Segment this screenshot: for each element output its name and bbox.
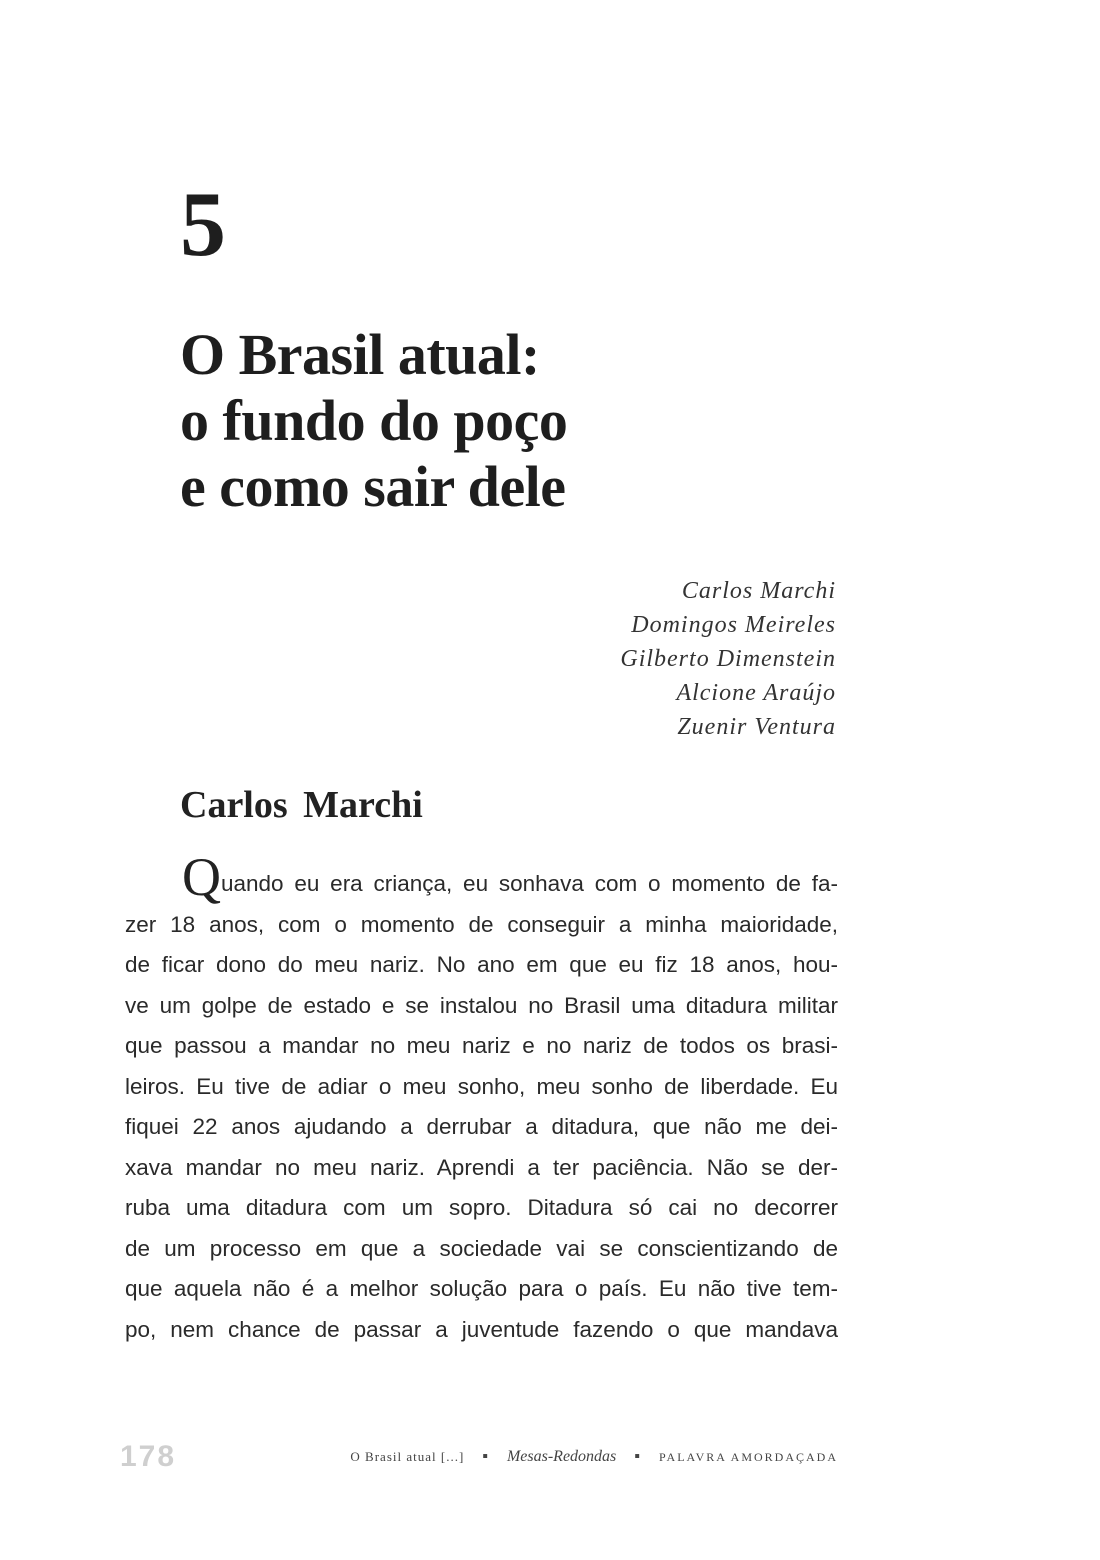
author-name: Alcione Araújo (676, 680, 836, 706)
paragraph-line: de um processo em que a sociedade vai se conscientizando de (125, 1235, 838, 1261)
series-name: Mesas-Redondas (506, 1448, 617, 1465)
author-name: Zuenir Ventura (677, 714, 836, 740)
page-number: 178 (120, 1440, 177, 1473)
running-head (350, 1448, 838, 1466)
paragraph-line: ve um golpe de estado e se instalou no Brasil uma ditadura militar (125, 992, 838, 1018)
paragraph-line: xava mandar no meu nariz. Aprendi a ter paciência. Não se der- (125, 1154, 838, 1180)
paragraph-line (125, 847, 838, 907)
drop-cap: Q (182, 847, 221, 907)
paragraph-line: leiros. Eu tive de adiar o meu sonho, meu sonho de liberdade. Eu (125, 1073, 838, 1099)
paragraph-line-text: uando eu era criança, eu sonhava com o momento de fa- (221, 871, 838, 896)
chapter-title-line: O Brasil atual: (180, 322, 540, 387)
author-name: Gilberto Dimenstein (620, 646, 836, 672)
author-name: Carlos Marchi (681, 578, 836, 604)
paragraph-line: ruba uma ditadura com um sopro. Ditadura só cai no decorrer (125, 1195, 838, 1220)
running-title: O Brasil atual [...] (350, 1449, 465, 1464)
section-heading: Carlos Marchi (180, 784, 423, 826)
separator-icon: ▪ (482, 1448, 489, 1465)
paragraph-line: fiquei 22 anos ajudando a derrubar a ditadura, que não me dei- (125, 1114, 838, 1139)
paragraph-line: que passou a mandar no meu nariz e no nariz de todos os brasi- (125, 1033, 838, 1058)
paragraph-line: de ficar dono do meu nariz. No ano em que eu fiz 18 anos, hou- (125, 952, 838, 977)
paragraph-line: po, nem chance de passar a juventude fazendo o que mandava (125, 1316, 838, 1342)
chapter-number: 5 (180, 173, 226, 275)
paragraph-line: que aquela não é a melhor solução para o país. Eu não tive tem- (125, 1276, 838, 1301)
chapter-title-line: e como sair dele (180, 454, 566, 519)
chapter-title (180, 322, 567, 520)
body-paragraph (125, 847, 838, 1350)
author-name: Domingos Meireles (631, 612, 836, 638)
separator-icon: ▪ (634, 1448, 641, 1465)
author-list (620, 574, 836, 744)
chapter-title-line: o fundo do poço (180, 388, 568, 453)
page-footer (120, 1440, 838, 1480)
book-title: PALAVRA AMORDAÇADA (658, 1450, 838, 1464)
paragraph-line: zer 18 anos, com o momento de conseguir a minha maioridade, (125, 911, 838, 937)
